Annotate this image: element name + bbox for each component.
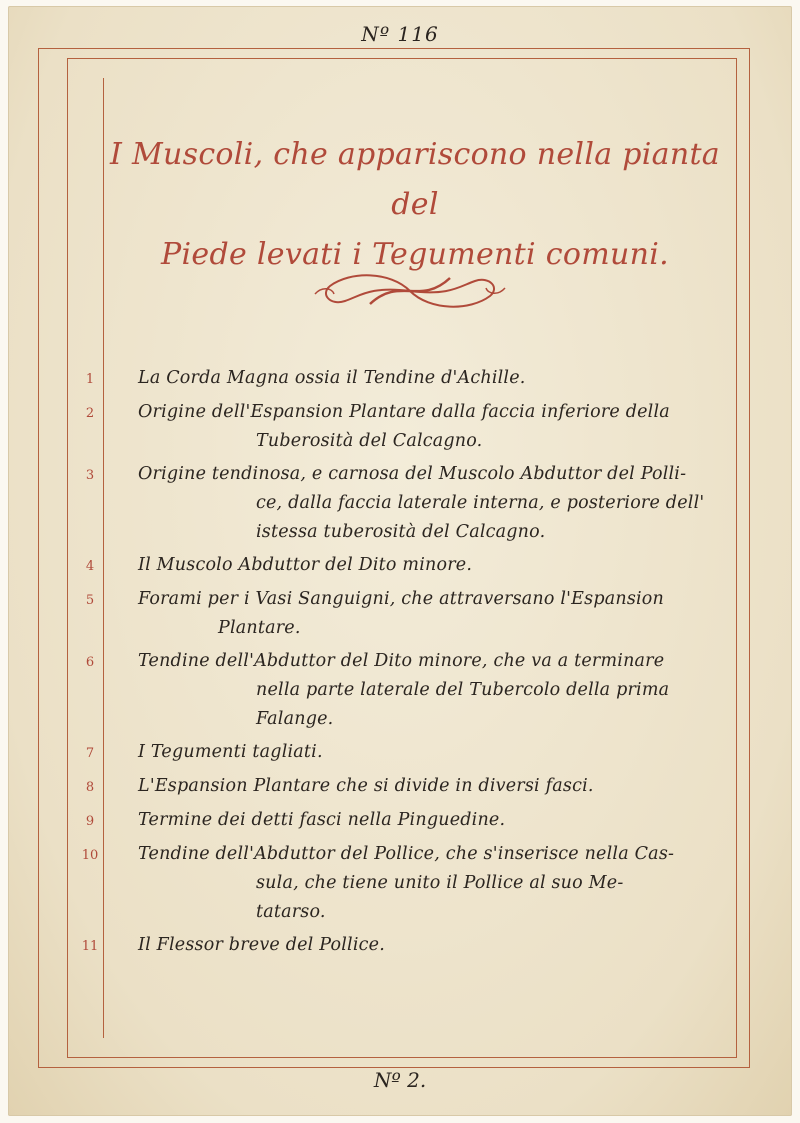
entry-text: ce, dalla faccia laterale interna, e posteriore dell' bbox=[256, 493, 705, 513]
entry-text: L'Espansion Plantare che si divide in diversi fasci. bbox=[138, 776, 594, 796]
entry-text: I Tegumenti tagliati. bbox=[138, 742, 323, 762]
entry-text: Termine dei detti fasci nella Pinguedine. bbox=[138, 810, 506, 830]
entry-text: Origine tendinosa, e carnosa del Muscolo Abduttor del Polli- bbox=[138, 464, 687, 484]
list-item bbox=[70, 364, 730, 394]
entry-text: nella parte laterale del Tubercolo della prima bbox=[256, 680, 670, 700]
entry-text: Il Flessor breve del Pollice. bbox=[138, 935, 385, 955]
entry-number: 1 bbox=[85, 372, 95, 387]
entry-number: 5 bbox=[85, 593, 95, 608]
entry-text: tatarso. bbox=[256, 902, 326, 922]
entry-number: 2 bbox=[85, 406, 95, 421]
entry-text: Falange. bbox=[256, 709, 334, 729]
legend-entries bbox=[70, 364, 730, 965]
list-item bbox=[70, 551, 730, 581]
entry-text: La Corda Magna ossia il Tendine d'Achille. bbox=[138, 368, 526, 388]
entry-text: Origine dell'Espansion Plantare dalla faccia inferiore della bbox=[138, 402, 670, 422]
list-item bbox=[70, 840, 730, 927]
list-item bbox=[70, 931, 730, 961]
entry-number: 10 bbox=[81, 848, 99, 863]
entry-text: Forami per i Vasi Sanguigni, che attraversano l'Espansion bbox=[138, 589, 665, 609]
entry-number: 6 bbox=[85, 655, 95, 670]
list-item bbox=[70, 738, 730, 768]
entry-number: 8 bbox=[85, 780, 95, 795]
folio-number-top: Nº 116 bbox=[361, 22, 439, 46]
entry-text: istessa tuberosità del Calcagno. bbox=[256, 522, 546, 542]
entry-number: 9 bbox=[85, 814, 95, 829]
list-item bbox=[70, 806, 730, 836]
entry-text: Il Muscolo Abduttor del Dito minore. bbox=[138, 555, 473, 575]
entry-number: 4 bbox=[85, 559, 95, 574]
list-item bbox=[70, 647, 730, 734]
page-title bbox=[110, 130, 720, 280]
entry-number: 3 bbox=[85, 468, 95, 483]
entry-text: Tuberosità del Calcagno. bbox=[256, 431, 483, 451]
title-line-2: Piede levati i Tegumenti comuni. bbox=[161, 237, 669, 272]
flourish-ornament-icon bbox=[310, 266, 510, 316]
list-item bbox=[70, 460, 730, 547]
entry-number: 7 bbox=[85, 746, 95, 761]
entry-number: 11 bbox=[81, 939, 99, 954]
entry-text: Tendine dell'Abduttor del Dito minore, che va a terminare bbox=[138, 651, 665, 671]
list-item bbox=[70, 585, 730, 643]
list-item bbox=[70, 398, 730, 456]
entry-text: sula, che tiene unito il Pollice al suo Me- bbox=[256, 873, 624, 893]
entry-text: Tendine dell'Abduttor del Pollice, che s'inserisce nella Cas- bbox=[138, 844, 675, 864]
folio-number-bottom: Nº 2. bbox=[373, 1068, 427, 1092]
title-line-1: I Muscoli, che appariscono nella pianta del bbox=[110, 137, 720, 222]
entry-text: Plantare. bbox=[218, 618, 301, 638]
list-item bbox=[70, 772, 730, 802]
